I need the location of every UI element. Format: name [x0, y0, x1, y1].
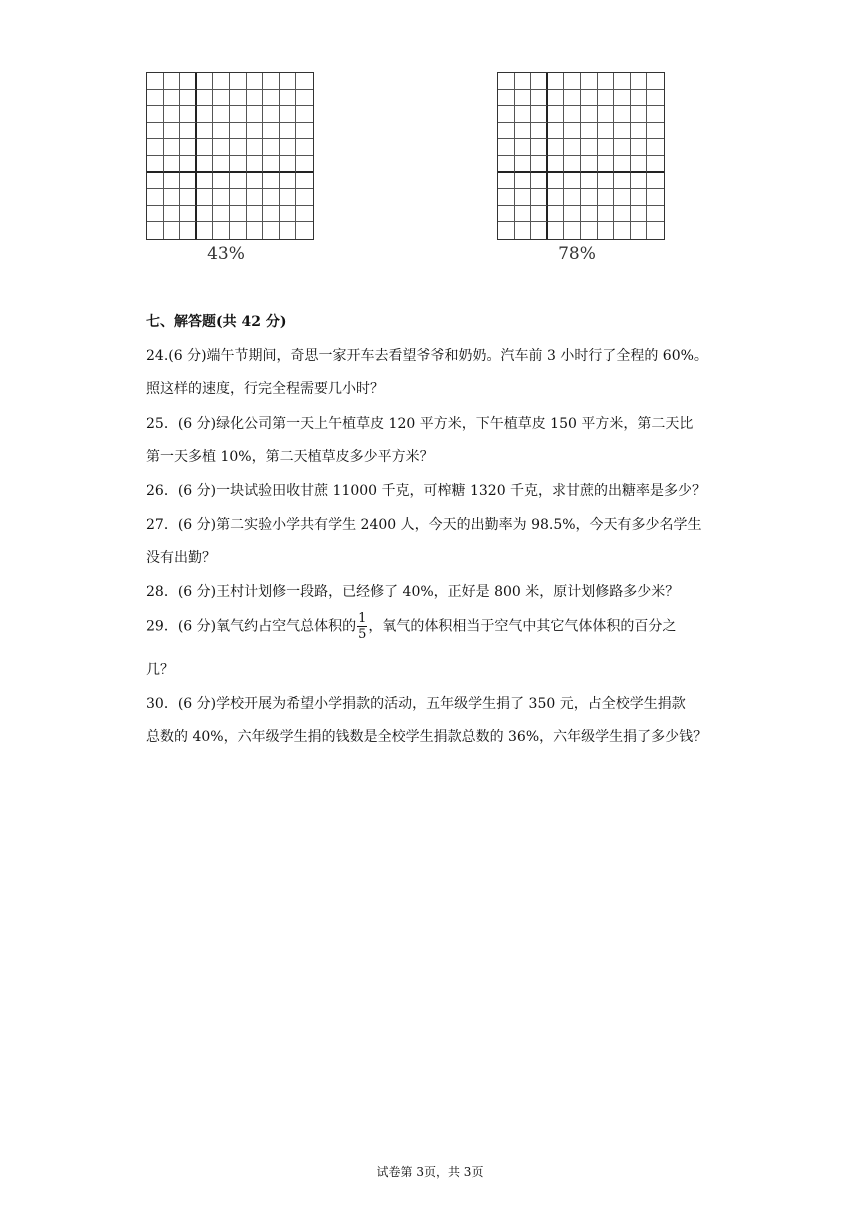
grid-cell [614, 73, 631, 90]
grid-cell [598, 73, 615, 90]
grid-cell [180, 206, 197, 223]
question-24-line2: 照这样的速度，行完全程需要几小时？ [146, 381, 384, 397]
grid-cell [498, 222, 515, 239]
grid-cell [280, 73, 297, 90]
grid-cell [180, 73, 197, 90]
hundred-grid [497, 72, 665, 240]
grid-cell [581, 189, 598, 206]
grid-cell [498, 206, 515, 223]
grid-cell [247, 139, 264, 156]
grid-cell [631, 156, 648, 173]
grid-cell [197, 206, 214, 223]
grid-cell [498, 173, 515, 190]
grid-cell [498, 106, 515, 123]
grid-cell [531, 173, 548, 190]
grid-cell [631, 139, 648, 156]
grid-cell [564, 189, 581, 206]
grid-cell [197, 106, 214, 123]
grid-cell [280, 173, 297, 190]
grid-cell [614, 189, 631, 206]
grid-cell [515, 123, 532, 140]
grid-cell [164, 90, 181, 107]
grid-cell [230, 123, 247, 140]
grid-cell [296, 123, 313, 140]
grid-cell [564, 106, 581, 123]
grid-cell [598, 139, 615, 156]
grid-cell [147, 106, 164, 123]
grid-cell [213, 206, 230, 223]
grid-cell [498, 90, 515, 107]
grid-cell [180, 123, 197, 140]
grid-cell [263, 90, 280, 107]
grid-cell [515, 73, 532, 90]
grid-cell [180, 106, 197, 123]
grid-cell [247, 189, 264, 206]
grid-cell [614, 156, 631, 173]
grid-cell [280, 189, 297, 206]
grid-cell [147, 73, 164, 90]
grid-cell [263, 222, 280, 239]
grid-cell [296, 139, 313, 156]
grid-cell [598, 206, 615, 223]
question-29-line1 [146, 611, 676, 642]
grid-cell [280, 206, 297, 223]
grid-cell [263, 189, 280, 206]
grid-cell [213, 139, 230, 156]
grid-cell [197, 222, 214, 239]
grid-cell [614, 206, 631, 223]
grid-cell [631, 206, 648, 223]
grid-cell [280, 139, 297, 156]
grid-cell [263, 173, 280, 190]
grid-cell [147, 189, 164, 206]
grid-cell [631, 173, 648, 190]
grid-cell [548, 106, 565, 123]
grid-cell [647, 173, 664, 190]
grid-cell [564, 206, 581, 223]
grid-cell [647, 139, 664, 156]
grid-cell [564, 222, 581, 239]
grid-cell [296, 90, 313, 107]
grid-cell [247, 90, 264, 107]
question-25-line1: 25．(6 分)绿化公司第一天上午植草皮 120 平方米，下午植草皮 150 平方米，第二天比 [146, 416, 694, 432]
question-28: 28．(6 分)王村计划修一段路，已经修了 40%，正好是 800 米，原计划修路多少米？ [146, 584, 680, 600]
grid-cell [164, 222, 181, 239]
grid-cell [263, 139, 280, 156]
grid-cell [548, 139, 565, 156]
grid-cell [515, 189, 532, 206]
question-25-line2: 第一天多植 10%，第二天植草皮多少平方米？ [146, 449, 434, 465]
hundred-grid-43 [146, 72, 314, 264]
grid-cell [247, 156, 264, 173]
grid-cell [598, 173, 615, 190]
grid-cell [598, 189, 615, 206]
grid-cell [180, 222, 197, 239]
grid-cell [213, 90, 230, 107]
grid-cell [498, 156, 515, 173]
grid-cell [598, 106, 615, 123]
question-26: 26．(6 分)一块试验田收甘蔗 11000 千克，可榨糖 1320 千克，求甘蔗的出糖率是多少？ [146, 483, 707, 499]
grid-cell [213, 106, 230, 123]
grid-cell [647, 156, 664, 173]
grid-cell [147, 139, 164, 156]
grid-cell [180, 139, 197, 156]
grid-cell [247, 123, 264, 140]
grid-cell [230, 106, 247, 123]
grid-cell [548, 173, 565, 190]
grid-cell [180, 156, 197, 173]
grid-cell [247, 222, 264, 239]
question-30-line1: 30．(6 分)学校开展为希望小学捐款的活动，五年级学生捐了 350 元，占全校学生捐款 [146, 696, 686, 712]
grid-cell [564, 123, 581, 140]
question-27-line1: 27．(6 分)第二实验小学共有学生 2400 人，今天的出勤率为 98.5%，今天有多少名学生 [146, 517, 702, 533]
grid-cell [197, 123, 214, 140]
grid-cell [564, 139, 581, 156]
grid-cell [213, 123, 230, 140]
question-24-line1: 24.(6 分)端午节期间，奇思一家开车去看望爷爷和奶奶。汽车前 3 小时行了全程的 60%。 [146, 348, 708, 364]
grid-cell [581, 222, 598, 239]
grid-cell [581, 106, 598, 123]
grid-cell [614, 90, 631, 107]
grid-cell [213, 189, 230, 206]
grid-cell [598, 222, 615, 239]
grid-cell [631, 73, 648, 90]
grid-cell [230, 189, 247, 206]
grid-cell [647, 189, 664, 206]
grid-cell [531, 123, 548, 140]
grid-cell [614, 106, 631, 123]
grid-cell [531, 106, 548, 123]
grid-cell [631, 123, 648, 140]
question-29-text-before: 29．(6 分)氧气约占空气总体积的 [146, 618, 357, 635]
grid-cell [515, 156, 532, 173]
grid-cell [515, 222, 532, 239]
grid-cell [614, 173, 631, 190]
grid-cell [296, 189, 313, 206]
grid-cell [247, 73, 264, 90]
grid-cell [614, 222, 631, 239]
grid-cell [581, 90, 598, 107]
grid-cell [164, 156, 181, 173]
grid-cell [548, 73, 565, 90]
grid-cell [180, 189, 197, 206]
grid-cell [647, 73, 664, 90]
grid-cell [164, 123, 181, 140]
grid-cell [230, 206, 247, 223]
grid-cell [564, 156, 581, 173]
grid-cell [598, 156, 615, 173]
fraction-denominator: 5 [358, 627, 367, 642]
grid-cell [581, 139, 598, 156]
grid-cell [280, 156, 297, 173]
grid-cell [247, 206, 264, 223]
grid-cell [515, 106, 532, 123]
grid-cell [647, 206, 664, 223]
grid-cell [230, 73, 247, 90]
grid-cell [230, 90, 247, 107]
hundred-grid [146, 72, 314, 240]
grid-cell [631, 222, 648, 239]
grid-cell [548, 156, 565, 173]
grid-cell [147, 123, 164, 140]
grid-cell [515, 173, 532, 190]
grid-cell [197, 189, 214, 206]
grid-cell [263, 156, 280, 173]
grid-cell [164, 73, 181, 90]
grid-cell [581, 123, 598, 140]
section-title: 七、解答题(共 42 分) [146, 314, 287, 330]
grid-cell [164, 139, 181, 156]
grid-cell [631, 189, 648, 206]
grid-cell [247, 173, 264, 190]
grid-cell [564, 90, 581, 107]
grid-cell [548, 222, 565, 239]
grid-cell [164, 173, 181, 190]
grid-cell [531, 189, 548, 206]
fraction-numerator: 1 [358, 611, 367, 626]
question-30-line2: 总数的 40%，六年级学生捐的钱数是全校学生捐款总数的 36%，六年级学生捐了多少钱？ [146, 729, 708, 745]
grid-cell [296, 206, 313, 223]
grid-cell [180, 173, 197, 190]
grid-cell [280, 222, 297, 239]
grid-cell [548, 90, 565, 107]
grid-cell [247, 106, 264, 123]
grid-cell [263, 206, 280, 223]
grid-cell [230, 139, 247, 156]
grid-cell [213, 173, 230, 190]
fraction-one-fifth [357, 611, 367, 642]
grid-cell [147, 206, 164, 223]
hundred-grid-78 [497, 72, 665, 264]
grid-cell [263, 106, 280, 123]
grid-cell [631, 106, 648, 123]
grid-cell [213, 156, 230, 173]
grid-cell [531, 156, 548, 173]
grid-cell [197, 173, 214, 190]
grid-cell [296, 106, 313, 123]
grid-label-43: 43% [207, 244, 245, 264]
grid-cell [296, 156, 313, 173]
question-29-line2: 几？ [146, 662, 174, 678]
grid-cell [647, 90, 664, 107]
grid-cell [280, 90, 297, 107]
grid-cell [164, 206, 181, 223]
grid-cell [296, 222, 313, 239]
grid-cell [230, 156, 247, 173]
question-29-text-after: ，氧气的体积相当于空气中其它气体体积的百分之 [368, 618, 677, 635]
grid-cell [197, 73, 214, 90]
grid-cell [631, 90, 648, 107]
grid-cell [197, 156, 214, 173]
grid-cell [647, 222, 664, 239]
grid-cell [531, 139, 548, 156]
grid-cell [230, 222, 247, 239]
grid-cell [263, 123, 280, 140]
grid-cell [564, 173, 581, 190]
grid-cell [197, 90, 214, 107]
grid-cell [564, 73, 581, 90]
question-27-line2: 没有出勤？ [146, 550, 216, 566]
grid-cell [197, 139, 214, 156]
grid-cell [164, 189, 181, 206]
grid-cell [515, 90, 532, 107]
grid-cell [230, 173, 247, 190]
grid-cell [263, 73, 280, 90]
grid-label-78: 78% [558, 244, 596, 264]
grid-cell [498, 73, 515, 90]
grid-cell [280, 123, 297, 140]
grid-cell [498, 139, 515, 156]
grid-cell [598, 90, 615, 107]
grid-cell [614, 139, 631, 156]
grid-cell [296, 173, 313, 190]
grid-cell [213, 222, 230, 239]
grid-cell [581, 73, 598, 90]
grid-cell [164, 106, 181, 123]
grid-cell [531, 90, 548, 107]
grid-cell [280, 106, 297, 123]
grid-cell [548, 206, 565, 223]
grid-cell [213, 73, 230, 90]
grid-cell [581, 173, 598, 190]
grid-cell [548, 189, 565, 206]
grid-cell [531, 222, 548, 239]
grid-cell [515, 139, 532, 156]
grid-cell [581, 206, 598, 223]
grid-cell [581, 156, 598, 173]
grid-cell [296, 73, 313, 90]
grid-cell [498, 189, 515, 206]
page-footer: 试卷第 3页，共 3页 [376, 1165, 484, 1179]
grid-cell [147, 156, 164, 173]
grid-cell [647, 123, 664, 140]
grid-cell [147, 173, 164, 190]
grid-cell [147, 90, 164, 107]
grid-cell [647, 106, 664, 123]
grid-cell [548, 123, 565, 140]
grid-cell [598, 123, 615, 140]
grid-cell [515, 206, 532, 223]
grid-cell [531, 206, 548, 223]
grid-cell [614, 123, 631, 140]
grid-cell [180, 90, 197, 107]
grid-cell [498, 123, 515, 140]
grid-cell [531, 73, 548, 90]
grid-cell [147, 222, 164, 239]
